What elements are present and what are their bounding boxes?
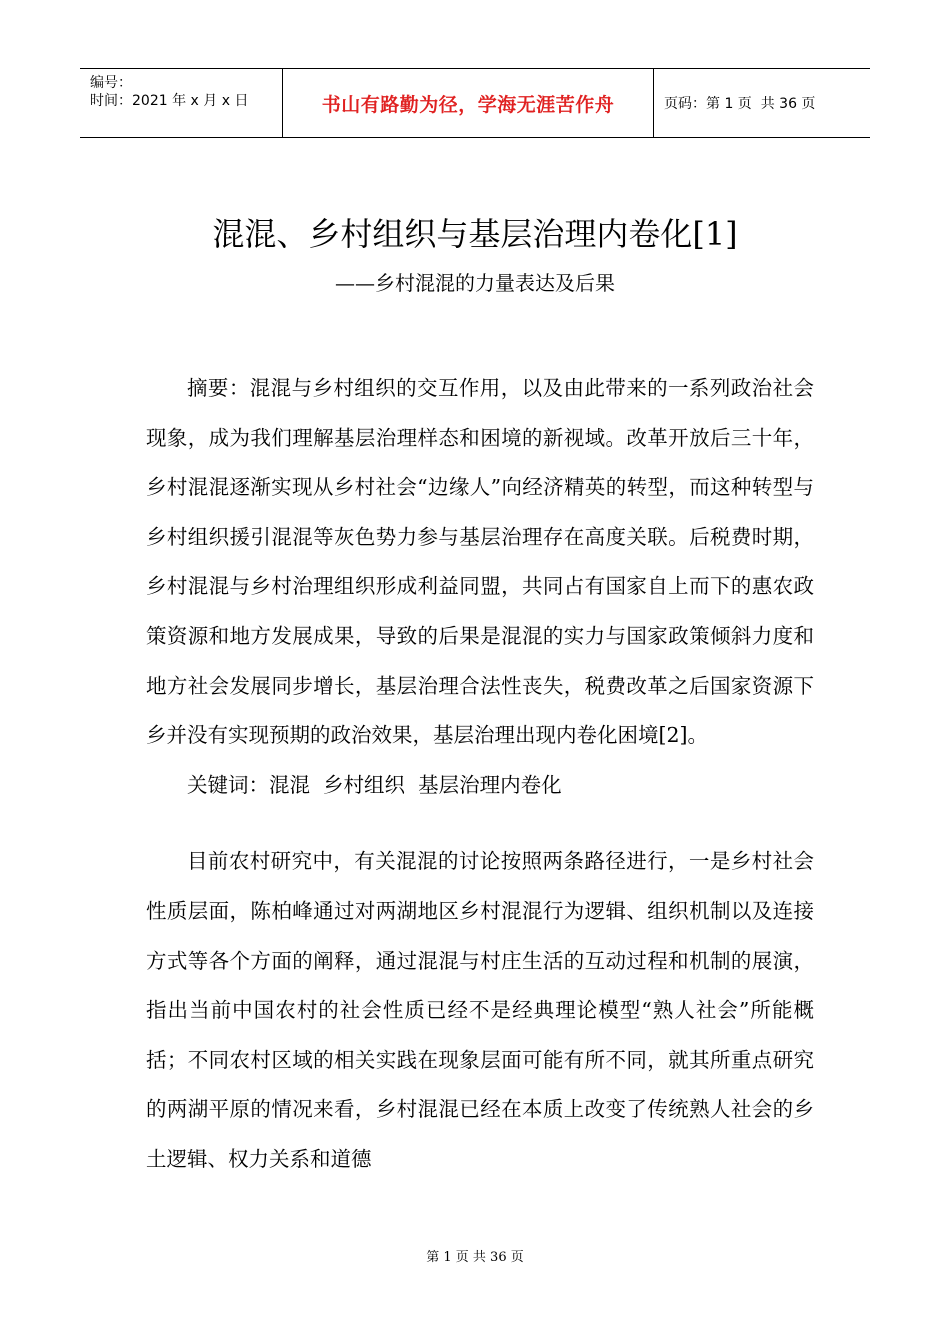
document-title: 混混、乡村组织与基层治理内卷化[1] bbox=[212, 215, 738, 253]
document-number-label: 编号： bbox=[90, 75, 132, 91]
keywords-paragraph bbox=[146, 761, 814, 811]
header-motto: 书山有路勤为径，学海无涯苦作舟 bbox=[282, 69, 654, 137]
header-page-info bbox=[654, 69, 870, 137]
document-date: 时间：2021 年 x 月 x 日 bbox=[90, 93, 249, 109]
keywords-text: 关键词：混混 乡村组织 基层治理内卷化 bbox=[187, 772, 562, 797]
document-body bbox=[146, 364, 814, 1185]
abstract-paragraph: 摘要：混混与乡村组织的交互作用，以及由此带来的一系列政治社会现象，成为我们理解基层治理样态和困境的新视域。改革开放后三十年，乡村混混逐渐实现从乡村社会“边缘人”向经济精英的转型，而这种转型与乡村组织援引混混等灰色势力参与基层治理存在高度关联。后税费时期，乡村混混与乡村治理组织形成利益同盟，共同占有国家自上而下的惠农政策资源和地方发展成果，导致的后果是混混的实力与国家政策倾斜力度和地方社会发展同步增长，基层治理合法性丧失，税费改革之后国家资源下乡并没有实现预期的政治效果，基层治理出现内卷化困境[2]。 bbox=[146, 376, 814, 748]
page-footer: 第 1 页 共 36 页 bbox=[426, 1250, 524, 1265]
body-paragraph: 目前农村研究中，有关混混的讨论按照两条路径进行，一是乡村社会性质层面，陈柏峰通过对两湖地区乡村混混行为逻辑、组织机制以及连接方式等各个方面的阐释，通过混混与村庄生活的互动过程和机制的展演，指出当前中国农村的社会性质已经不是经典理论模型“熟人社会”所能概括；不同农村区域的相关实践在现象层面可能有所不同，就其所重点研究的两湖平原的情况来看，乡村混混已经在本质上改变了传统熟人社会的乡土逻辑、权力关系和道德 bbox=[146, 849, 814, 1171]
document-subtitle: ——乡村混混的力量表达及后果 bbox=[335, 271, 615, 295]
header-meta bbox=[80, 69, 282, 137]
header-table bbox=[80, 68, 870, 138]
page-info-text: 页码：第 1 页 共 36 页 bbox=[664, 96, 816, 112]
